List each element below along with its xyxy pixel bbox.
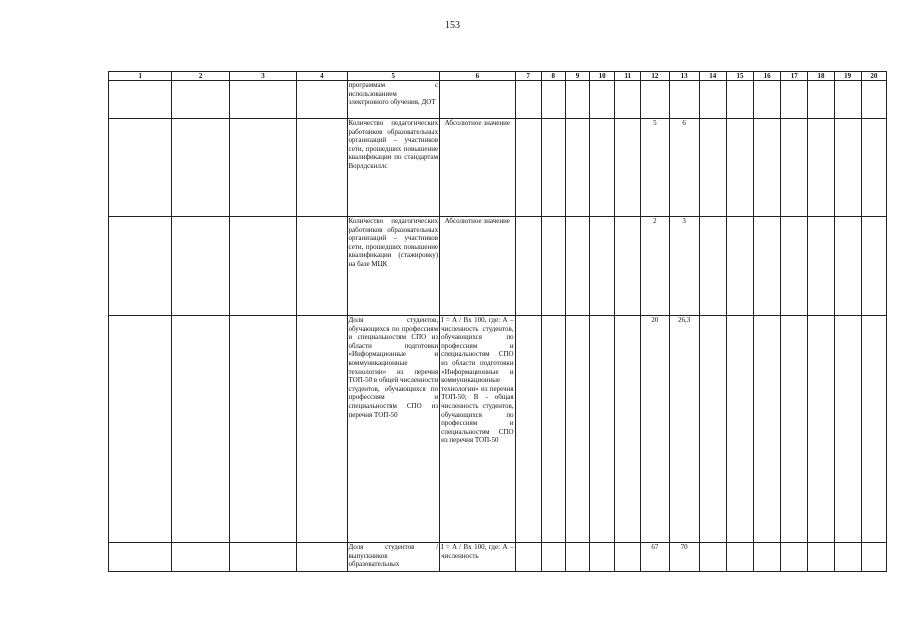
value-col-13: 3 xyxy=(669,217,699,316)
column-header: 15 xyxy=(726,72,753,81)
column-header: 13 xyxy=(669,72,699,81)
indicator-description: программам с использованием электронного обучения, ДОТ xyxy=(347,81,440,119)
column-header: 2 xyxy=(172,72,229,81)
column-header: 12 xyxy=(641,72,669,81)
column-header: 6 xyxy=(440,72,515,81)
column-header: 16 xyxy=(754,72,781,81)
indicator-description: Количество педагогических работников образовательных организаций – участников сети, прошедших повышение квалификации по стандартам Ворлдскиллс xyxy=(347,119,440,217)
value-col-12 xyxy=(641,81,669,119)
value-col-13: 26,3 xyxy=(669,316,699,543)
column-header: 8 xyxy=(541,72,565,81)
value-col-13: 70 xyxy=(669,543,699,572)
column-header: 19 xyxy=(834,72,861,81)
header-row xyxy=(109,72,887,81)
value-col-13 xyxy=(669,81,699,119)
indicator-formula: I = A / Bх 100, где: А – численность студентов, обучающихся по профессиям и специальностям СПО из области подготовки «Информационные и коммуникационные технологии» из перечня ТОП-50; В - общая численность студентов, обучающихся по профессиям и специальностям СПО из перечня ТОП-50 xyxy=(440,316,515,543)
indicator-unit xyxy=(440,81,515,119)
page-number: 153 xyxy=(445,20,460,31)
value-col-12: 20 xyxy=(641,316,669,543)
column-header: 9 xyxy=(565,72,589,81)
value-col-12: 5 xyxy=(641,119,669,217)
column-header: 17 xyxy=(781,72,808,81)
column-header: 10 xyxy=(590,72,615,81)
table-row xyxy=(109,316,887,543)
value-col-12: 67 xyxy=(641,543,669,572)
indicator-formula: I = A / Bх 100, где: А – численность xyxy=(440,543,515,572)
table-row xyxy=(109,543,887,572)
column-header: 4 xyxy=(297,72,347,81)
column-header: 18 xyxy=(808,72,834,81)
column-header: 3 xyxy=(229,72,296,81)
column-header: 1 xyxy=(109,72,172,81)
indicator-description: Количество педагогических работников образовательных организаций – участников сети, прошедших повышение квалификации (стажировку) на базе МЦК xyxy=(347,217,440,316)
column-header: 7 xyxy=(515,72,541,81)
indicator-description: Доля студентов / выпускников образовательных xyxy=(347,543,440,572)
value-col-13: 6 xyxy=(669,119,699,217)
value-col-12: 2 xyxy=(641,217,669,316)
column-header: 11 xyxy=(615,72,641,81)
indicators-table xyxy=(108,71,887,572)
table-row xyxy=(109,81,887,119)
table-row xyxy=(109,119,887,217)
indicator-unit: Абсолютное значение xyxy=(440,217,515,316)
column-header: 20 xyxy=(861,72,886,81)
indicator-unit: Абсолютное значение xyxy=(440,119,515,217)
indicator-description: Доля студентов, обучающихся по профессиям и специальностям СПО из области подготовки «Информационные и коммуникационные технологии» из перечня ТОП-50 в общей численности студентов, обучающихся по профессиям и специальностям СПО из перечня ТОП-50 xyxy=(347,316,440,543)
column-header: 14 xyxy=(699,72,726,81)
column-header: 5 xyxy=(347,72,440,81)
table-row xyxy=(109,217,887,316)
